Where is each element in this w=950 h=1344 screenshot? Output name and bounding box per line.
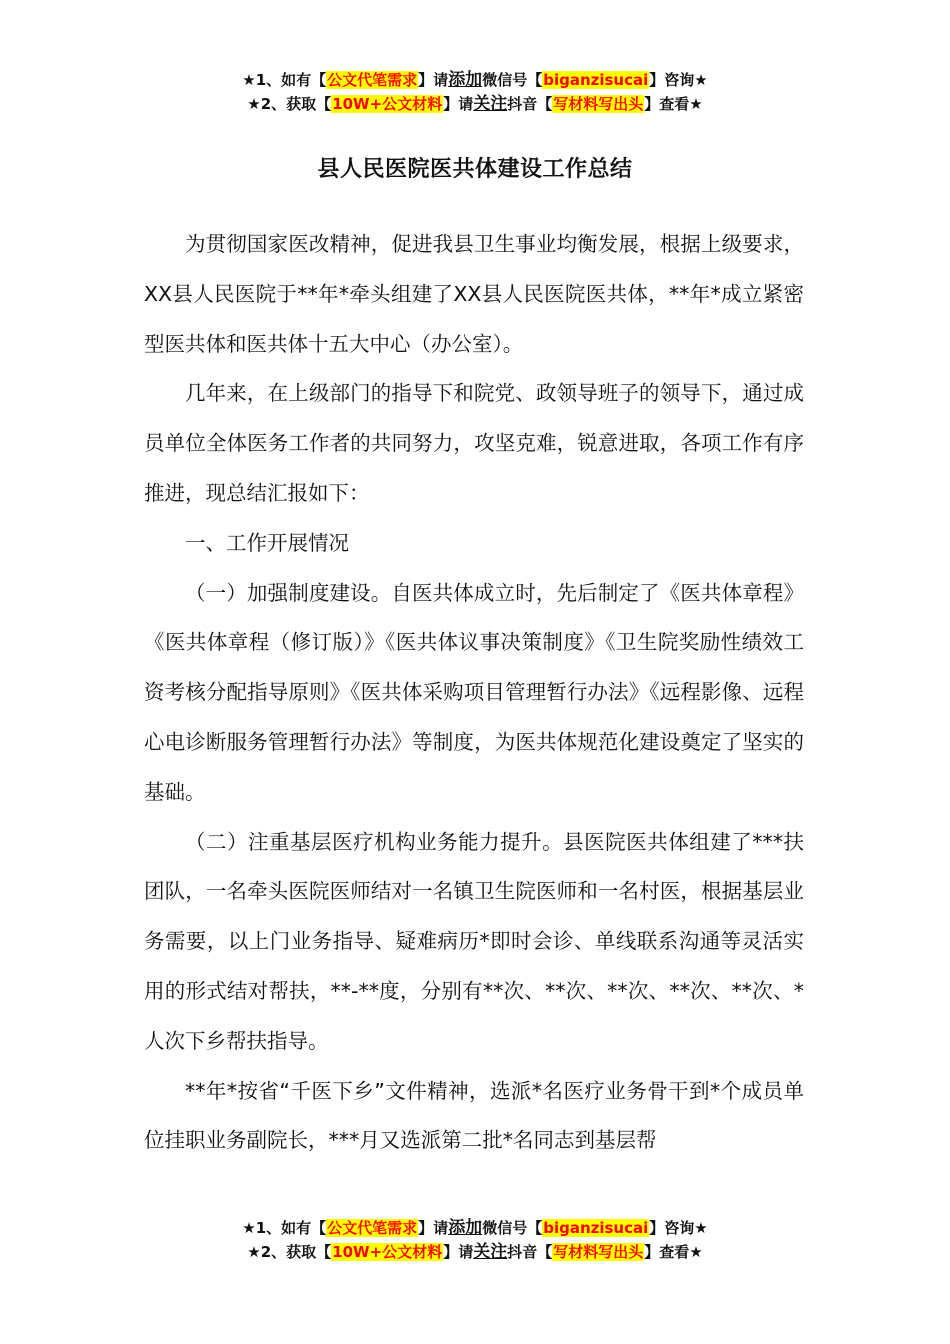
promo-highlight: biganzisucai xyxy=(543,71,649,89)
paragraph: （一）加强制度建设。自医共体成立时，先后制定了《医共体章程》《医共体章程（修订版）》《医共体议事决策制度》《卫生院奖励性绩效工资考核分配指导原则》《医共体采购项目管理暂行办法》《远程影像、远程心电诊断服务管理暂行办法》等制度，为医共体规范化建设奠定了坚实的基础。 xyxy=(144,580,804,804)
promo-highlight: 10W+公文材料 xyxy=(332,1243,443,1261)
promo-line-2: ★2、获取【10W+公文材料】请关注抖音【写材料写出头】查看★ xyxy=(247,94,703,114)
promo-highlight: 10W+公文材料 xyxy=(332,95,443,113)
promo-highlight: biganzisucai xyxy=(543,1219,649,1237)
promo-line-2: ★2、获取【10W+公文材料】请关注抖音【写材料写出头】查看★ xyxy=(247,1242,703,1262)
document-title: 县人民医院医共体建设工作总结 xyxy=(317,157,633,182)
promo-highlight: 公文代笔需求 xyxy=(327,1219,418,1237)
document-body xyxy=(144,220,804,1166)
paragraph: 为贯彻国家医改精神，促进我县卫生事业均衡发展，根据上级要求，XX县人民医院于**年*牵头组建了XX县人民医院医共体，**年*成立紧密型医共体和医共体十五大中心（办公室）。 xyxy=(144,232,804,356)
promo-highlight: 公文代笔需求 xyxy=(327,71,418,89)
promo-line-1: ★1、如有【公文代笔需求】请添加微信号【biganzisucai】咨询★ xyxy=(242,70,708,90)
promo-highlight: 写材料写出头 xyxy=(553,1243,644,1261)
promo-line-1: ★1、如有【公文代笔需求】请添加微信号【biganzisucai】咨询★ xyxy=(242,1218,708,1238)
paragraph: （二）注重基层医疗机构业务能力提升。县医院医共体组建了***扶团队，一名牵头医院医师结对一名镇卫生院医师和一名村医，根据基层业务需要，以上门业务指导、疑难病历*即时会诊、单线联系沟通等灵活实用的形式结对帮扶，**-**度，分别有**次、**次、**次、**次、**次、*人次下乡帮扶指导。 xyxy=(144,829,804,1053)
promo-banner-top xyxy=(0,68,950,116)
paragraph: **年*按省“千医下乡”文件精神，选派*名医疗业务骨干到*个成员单位挂职业务副院长，***月又选派第二批*名同志到基层帮 xyxy=(144,1078,804,1153)
promo-banner-bottom xyxy=(0,1216,950,1264)
promo-highlight: 写材料写出头 xyxy=(553,95,644,113)
paragraph: 几年来，在上级部门的指导下和院党、政领导班子的领导下，通过成员单位全体医务工作者的共同努力，攻坚克难，锐意进取，各项工作有序推进，现总结汇报如下： xyxy=(144,381,804,505)
section-heading: 一、工作开展情况 xyxy=(185,530,349,555)
